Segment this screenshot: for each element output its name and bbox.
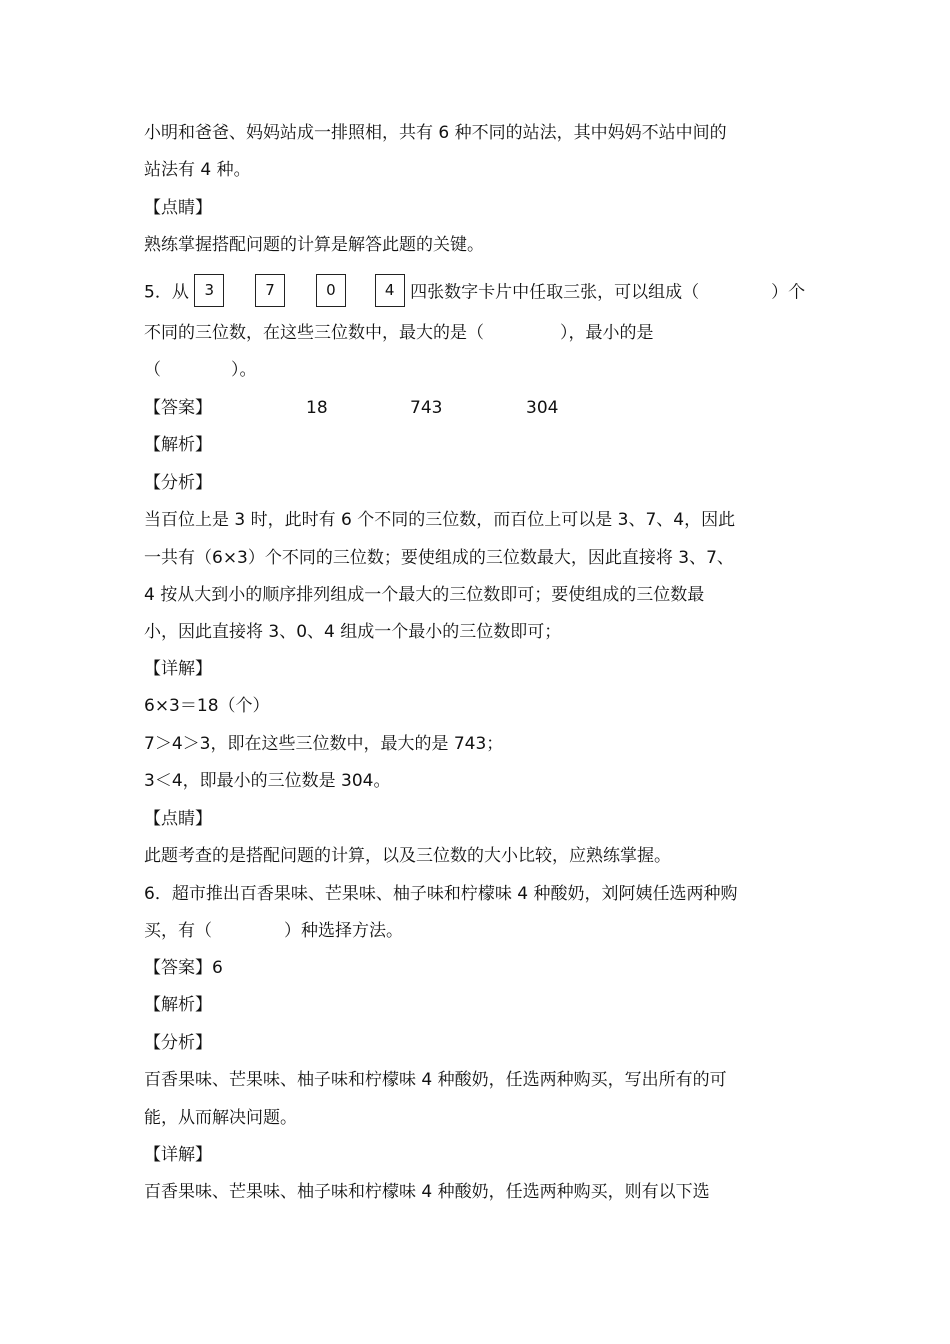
q4-comment-text: 熟练掌握搭配问题的计算是解答此题的关键。 bbox=[144, 235, 484, 255]
q5-fenxi-tag: 【分析】 bbox=[144, 473, 212, 493]
q5-answer-3: 304 bbox=[526, 398, 559, 418]
q5-xiangjie-line-1: 6×3＝18（个） bbox=[144, 696, 270, 716]
q5-prefix: 5．从 bbox=[144, 282, 189, 303]
q5-fenxi-line-3: 4 按从大到小的顺序排列组成一个最大的三位数即可；要使组成的三位数最 bbox=[144, 585, 705, 605]
q5-dianjing-tag: 【点睛】 bbox=[144, 809, 212, 829]
q6-answer-line: 【答案】6 bbox=[144, 958, 223, 978]
q6-jiexi-tag: 【解析】 bbox=[144, 995, 212, 1015]
q5-dianjing-text: 此题考查的是搭配问题的计算，以及三位数的大小比较，应熟练掌握。 bbox=[144, 846, 671, 866]
q5-xiangjie-line-3: 3＜4，即最小的三位数是 304。 bbox=[144, 771, 391, 791]
q6-xiangjie-line: 百香果味、芒果味、柚子味和柠檬味 4 种酸奶，任选两种购买，则有以下选 bbox=[144, 1182, 710, 1202]
q6-fenxi-line-1: 百香果味、芒果味、柚子味和柠檬味 4 种酸奶，任选两种购买，写出所有的可 bbox=[144, 1070, 727, 1090]
q5-answer-1: 18 bbox=[306, 398, 328, 418]
q5-question-line-1 bbox=[144, 278, 805, 307]
number-card-3: 3 bbox=[194, 274, 224, 307]
q5-fenxi-line-1: 当百位上是 3 时，此时有 6 个不同的三位数，而百位上可以是 3、7、4，因此 bbox=[144, 510, 736, 530]
q5-xiangjie-line-2: 7＞4＞3，即在这些三位数中，最大的是 743； bbox=[144, 734, 504, 754]
q5-question-line-2 bbox=[144, 321, 654, 345]
q5-fenxi-line-4: 小，因此直接将 3、0、4 组成一个最小的三位数即可； bbox=[144, 622, 562, 642]
q6-line2-a: 买，有（ bbox=[144, 921, 212, 941]
q5-line3-b: ）。 bbox=[231, 360, 257, 380]
q5-answer-2: 743 bbox=[410, 398, 443, 418]
q6-line2-b: ）种选择方法。 bbox=[284, 921, 403, 941]
number-card-7: 7 bbox=[255, 274, 285, 307]
q5-jiexi-tag: 【解析】 bbox=[144, 435, 212, 455]
q6-question-line-2 bbox=[144, 919, 403, 943]
q6-fenxi-tag: 【分析】 bbox=[144, 1033, 212, 1053]
q6-fenxi-line-2: 能，从而解决问题。 bbox=[144, 1108, 297, 1128]
number-card-0: 0 bbox=[316, 274, 346, 307]
q4-comment-tag: 【点睛】 bbox=[144, 198, 212, 218]
q5-line2-b: ），最小的是 bbox=[560, 323, 654, 343]
q5-fenxi-line-2: 一共有（6×3）个不同的三位数；要使组成的三位数最大，因此直接将 3、7、 bbox=[144, 548, 734, 568]
q5-question-line-3 bbox=[144, 358, 257, 382]
number-card-4: 4 bbox=[375, 274, 405, 307]
q6-question-line-1: 6．超市推出百香果味、芒果味、柚子味和柠檬味 4 种酸奶，刘阿姨任选两种购 bbox=[144, 884, 738, 904]
q5-xiangjie-tag: 【详解】 bbox=[144, 659, 212, 679]
q5-line3-a: （ bbox=[144, 360, 161, 380]
q4-analysis-line-1: 小明和爸爸、妈妈站成一排照相，共有 6 种不同的站法，其中妈妈不站中间的 bbox=[144, 123, 727, 143]
q5-after-blank-1: ）个 bbox=[771, 282, 806, 303]
q6-xiangjie-tag: 【详解】 bbox=[144, 1145, 212, 1165]
q5-after-cards: 四张数字卡片中任取三张，可以组成（ bbox=[410, 282, 700, 303]
q5-line2-a: 不同的三位数，在这些三位数中，最大的是（ bbox=[144, 323, 484, 343]
q5-answer-tag: 【答案】 bbox=[144, 398, 212, 418]
q4-analysis-line-2: 站法有 4 种。 bbox=[144, 160, 251, 180]
